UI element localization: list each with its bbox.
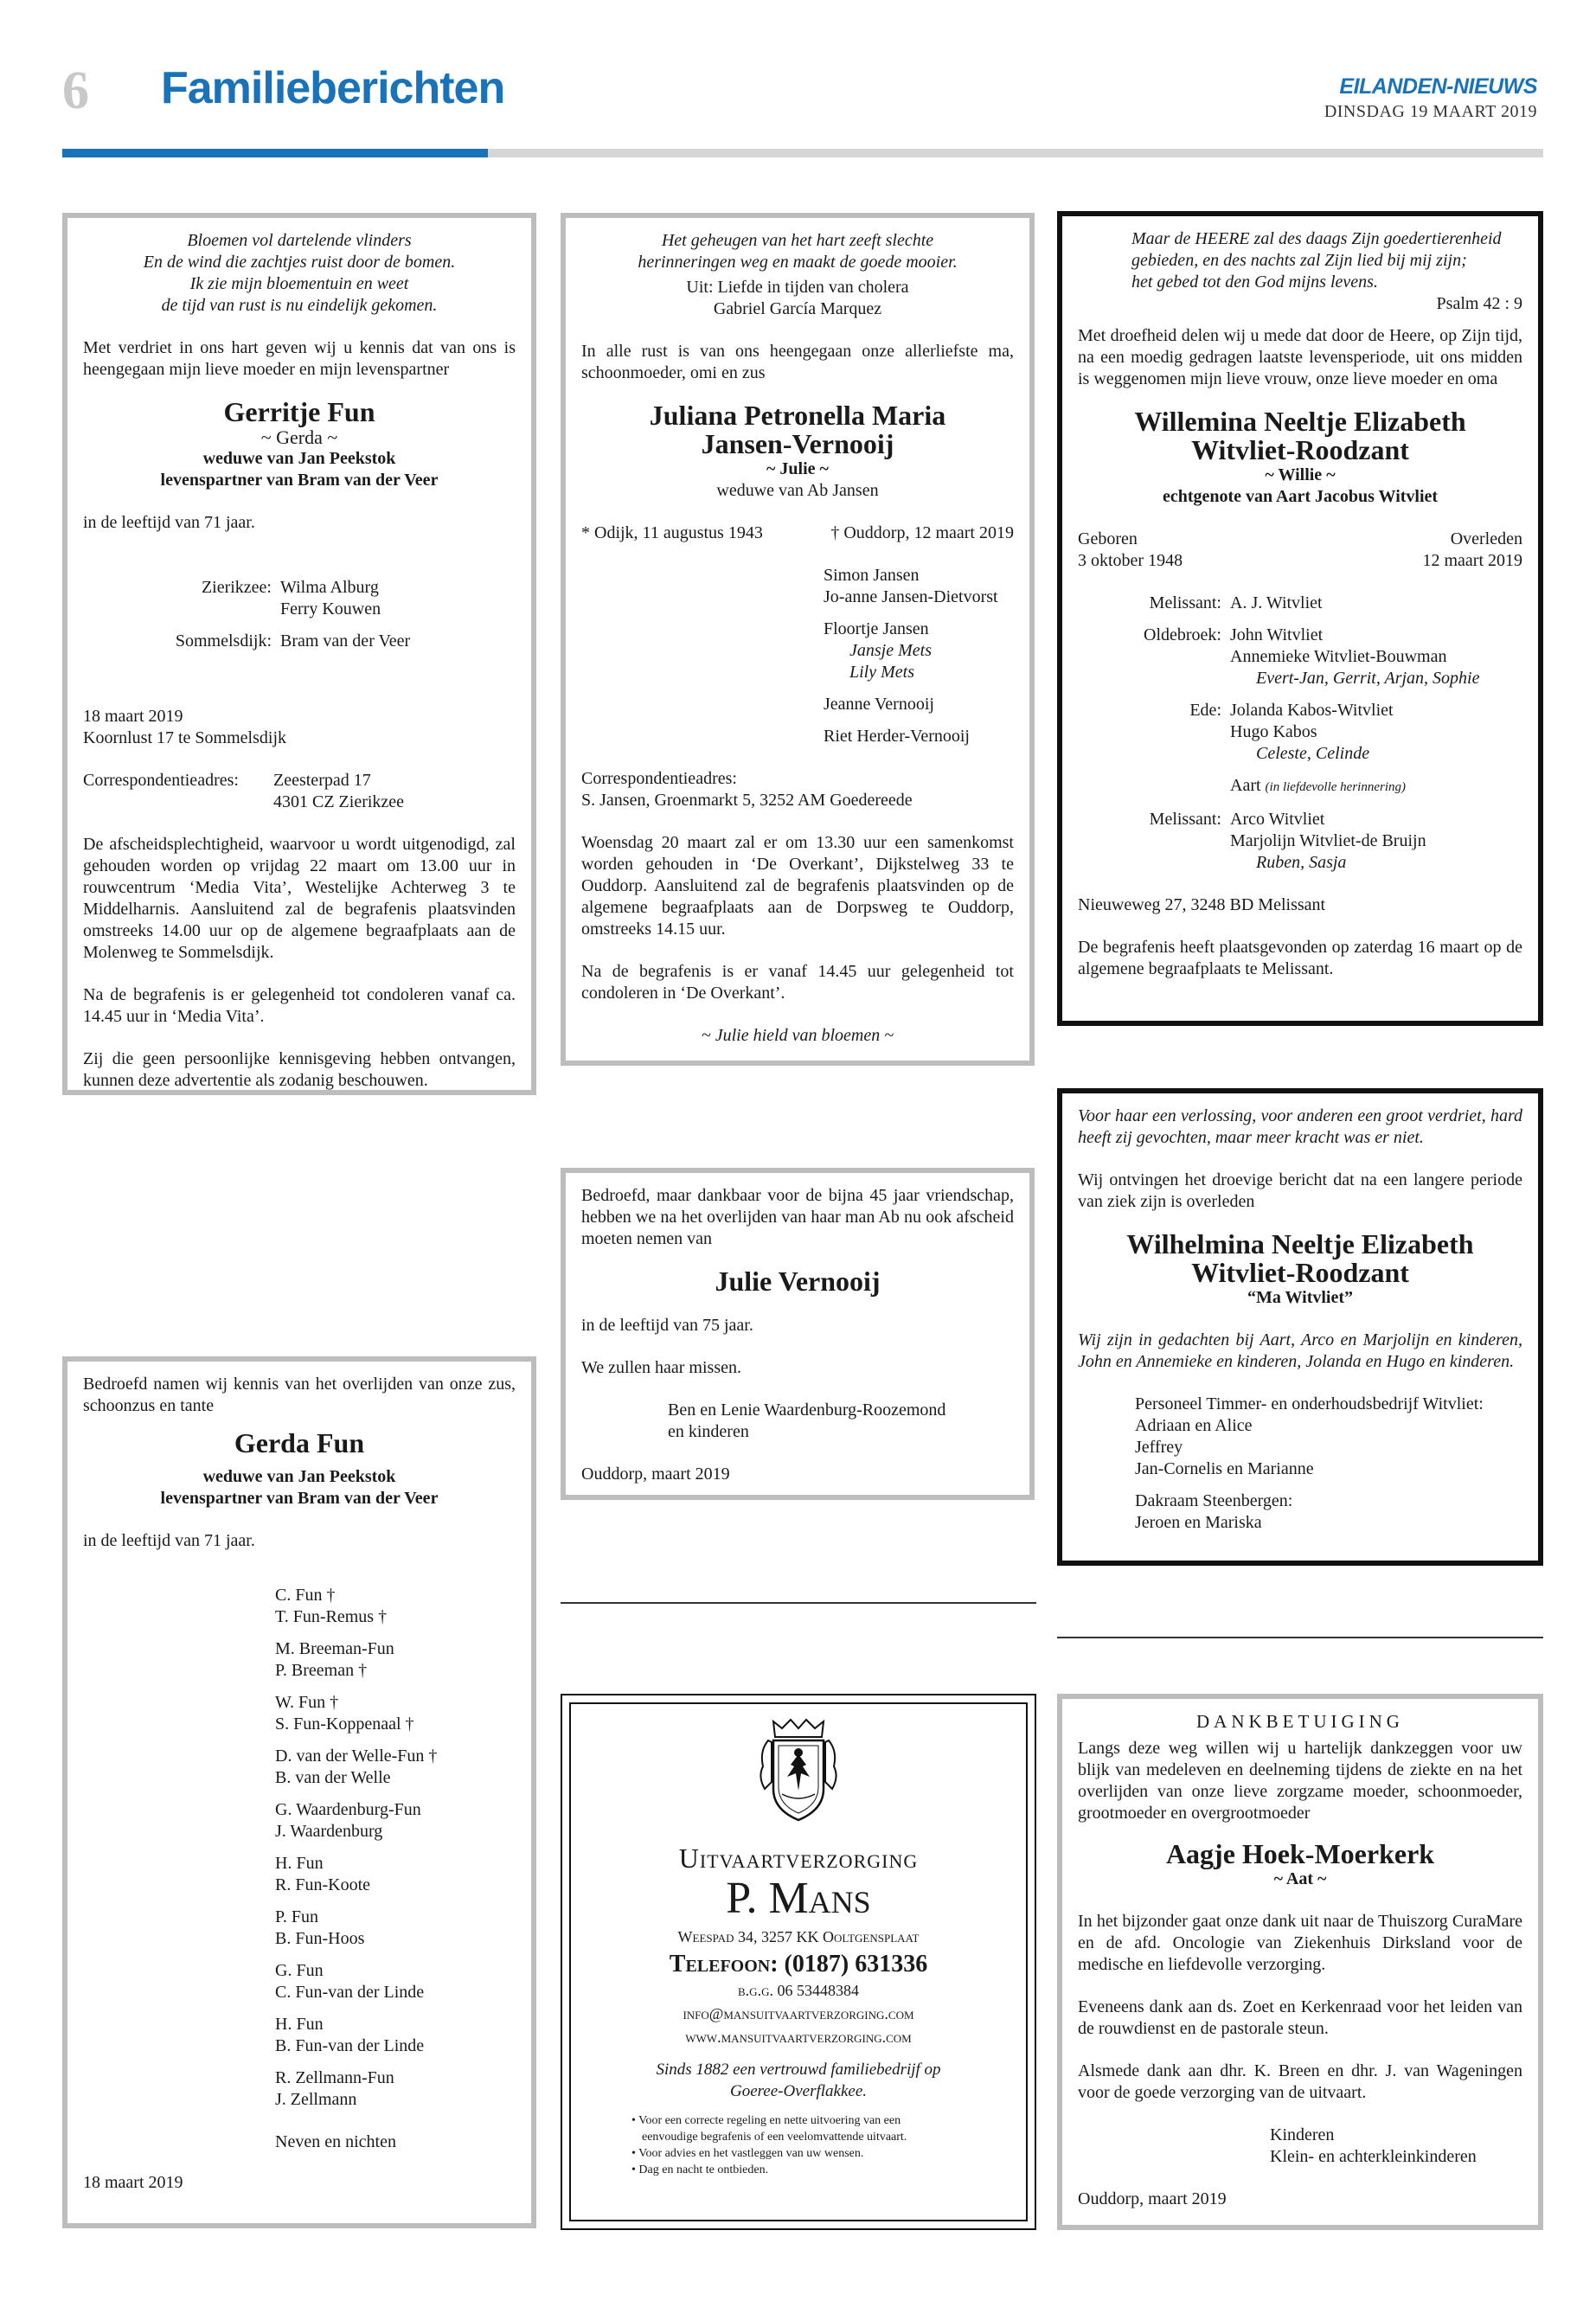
relation: levenspartner van Bram van der Veer (160, 471, 439, 490)
coat-of-arms-icon (756, 1716, 841, 1827)
condolence-text: Na de begrafenis is er gelegenheid tot condoleren vanaf ca. 14.45 uur in ‘Media Vita’. (83, 985, 516, 1026)
family-name: R. Fun-Koote (275, 1875, 370, 1894)
grandchildren: Ruben, Sasja (1256, 853, 1347, 872)
thanks-paragraph: In het bijzonder gaat onze dank uit naar de Thuiszorg CuraMare en de afd. Oncologie van Ziekenhuis Dirksland voor de medische en liefdevolle verzorging. (1078, 1912, 1522, 1974)
poem-line: En de wind die zachtjes ruist door de bomen. (143, 253, 456, 272)
signer: Personeel Timmer- en onderhoudsbedrijf Witvliet: (1135, 1394, 1484, 1413)
meeting-text: Woensdag 20 maart zal er om 13.30 uur een samenkomst worden gehouden in ‘De Overkant’, Dijkstelweg 33 te Ouddorp. Aansluitend zal de begrafenis plaatsvinden op de algemene begraafplaats aan de Dorpsweg te Ouddorp, omstreeks 14.15 uur. (581, 833, 1014, 939)
family-name: J. Zellmann (275, 2090, 357, 2109)
died-label: Overleden (1450, 529, 1522, 548)
family-couple (275, 1585, 516, 1628)
quote-line: het gebed tot den God mijns levens. (1131, 272, 1378, 292)
address: Koornlust 17 te Sommelsdijk (83, 728, 286, 747)
nickname: ~ Julie ~ (766, 459, 829, 478)
correspondence (83, 770, 516, 813)
miss-text: We zullen haar missen. (581, 1358, 741, 1377)
family-couple (275, 1960, 516, 2003)
signer: Adriaan en Alice (1135, 1416, 1253, 1435)
born: * Odijk, 11 augustus 1943 (581, 523, 763, 542)
family-name: M. Breeman-Fun (275, 1639, 394, 1658)
family-group (1078, 700, 1522, 765)
column-divider (561, 1602, 1036, 1604)
scripture-ref: Psalm 42 : 9 (1436, 294, 1522, 313)
signer: Ben en Lenie Waardenburg-Roozemond (668, 1400, 946, 1420)
bullet-item: • Dag en nacht te ontbieden. (631, 2163, 769, 2176)
intro-text: Bedroefd namen wij kennis van het overlijden van onze zus, schoonzus en tante (83, 1375, 516, 1415)
column-divider (1057, 1637, 1543, 1638)
intro-text: Langs deze weg willen wij u hartelijk dankzeggen voor uw blijk van medeleven en deelneming tijdens de ziekte en na het overlijden van onze lieve zorgzame moeder, schoonmoeder, grootmoeder en overgrootmoeder (1078, 1739, 1522, 1823)
slogan (571, 2059, 1026, 2102)
grandchild-name: Lily Mets (849, 663, 914, 682)
slogan-line: Goeree-Overflakkee. (729, 2082, 868, 2100)
relation: weduwe van Ab Jansen (716, 481, 879, 500)
born-label: Geboren (1078, 529, 1138, 548)
deceased-name: Aagje Hoek-Moerkerk (1165, 1838, 1435, 1869)
family-name: Jolanda Kabos-Witvliet (1230, 701, 1394, 720)
quote-line: Maar de HEERE zal des daags Zijn goedertierenheid (1131, 229, 1502, 248)
family-name: A. J. Witvliet (1230, 593, 1323, 612)
born-date: 3 oktober 1948 (1078, 551, 1183, 570)
family-name: Floortje Jansen (824, 619, 929, 638)
family-name: John Witvliet (1230, 625, 1324, 644)
company-name: P. Mans (726, 1874, 871, 1923)
deceased-name: Willemina Neeltje Elizabeth (1134, 406, 1466, 437)
source-line: Gabriel García Marquez (713, 299, 882, 318)
relation: echtgenote van Aart Jacobus Witvliet (1162, 487, 1439, 506)
corr-label: Correspondentieadres: (83, 771, 239, 790)
signer: Jeroen en Mariska (1135, 1513, 1262, 1532)
closing-text: Zij die geen persoonlijke kennisgeving hebben ontvangen, kunnen deze advertentie als zodanig beschouwen. (83, 1049, 516, 1090)
family-name: Ferry Kouwen (280, 599, 381, 619)
dates-labels (1078, 529, 1522, 550)
family-name: C. Fun-van der Linde (275, 1983, 425, 2002)
family-name: S. Fun-Koppenaal † (275, 1714, 516, 1735)
family-name: H. Fun (275, 1854, 324, 1873)
signers (1270, 2125, 1522, 2168)
header-rule-accent (62, 149, 488, 157)
bullet-text: Voor advies en het vastleggen van uw wensen. (638, 2147, 864, 2160)
birth-death (581, 522, 1014, 544)
family-group (1078, 593, 1522, 614)
poem-line: Bloemen vol dartelende vlinders (187, 231, 412, 250)
company-email: info@mansuitvaartverzorging.com (683, 2005, 914, 2022)
bullet-text: Voor een correcte regeling en nette uitvoering van een (638, 2114, 901, 2127)
company-alt-phone: b.g.g. 06 53448384 (738, 1982, 859, 1999)
signer: Jan-Cornelis en Marianne (1135, 1459, 1314, 1478)
obituary-wilhelmina-witvliet-roodzant (1057, 1088, 1543, 1566)
corr-address: S. Jansen, Groenmarkt 5, 3252 AM Goedereede (581, 791, 913, 810)
obituary-gerritje-fun (62, 213, 536, 1095)
family-couple (275, 2067, 516, 2111)
family-list (824, 565, 1014, 747)
family-list (275, 1585, 516, 2111)
deceased-name: Witvliet-Roodzant (1191, 434, 1409, 465)
thanks-paragraph: Alsmede dank aan dhr. K. Breen en dhr. J. van Wageningen voor de goede verzorging van de uitvaart. (1078, 2061, 1522, 2102)
relation: weduwe van Jan Peekstok (202, 1467, 396, 1486)
corr-line: 4301 CZ Zierikzee (273, 792, 405, 811)
family-name: R. Zellmann-Fun (275, 2068, 394, 2087)
family-name: H. Fun (275, 2015, 324, 2034)
family-name: Wilma Alburg (280, 578, 379, 597)
company-phone: Telefoon: (0187) 631336 (669, 1951, 928, 1977)
nickname: “Ma Witvliet” (1247, 1288, 1354, 1307)
thoughts-text: Wij zijn in gedachten bij Aart, Arco en Marjolijn en kinderen, John en Annemieke en kinderen, Jolanda en Hugo en kinderen. (1078, 1330, 1522, 1371)
quote-line: herinneringen weg en maakt de goede mooier. (638, 253, 958, 272)
nickname: ~ Aat ~ (1273, 1869, 1327, 1888)
family-name: C. Fun † (275, 1585, 516, 1606)
nephews: Neven en nichten (275, 2132, 396, 2151)
family-name: W. Fun † (275, 1692, 516, 1714)
bullet-item: • Voor advies en het vastleggen van uw wensen. (631, 2147, 864, 2160)
funeral-director-ad (561, 1694, 1036, 2230)
corr-line: Zeesterpad 17 (273, 771, 371, 790)
age-text: in de leeftijd van 75 jaar. (581, 1316, 753, 1335)
family-name: Jo-anne Jansen-Dietvorst (824, 587, 998, 606)
memorial-note: (in liefdevolle herinnering) (1265, 780, 1406, 794)
bullet-text: Dag en nacht te ontbieden. (638, 2163, 769, 2176)
ad-heading: Uitvaartverzorging (678, 1843, 919, 1874)
intro-text: Bedroefd, maar dankbaar voor de bijna 45 jaar vriendschap, hebben we na het overlijden van haar man Ab nu ook afscheid moeten nemen van (581, 1186, 1014, 1248)
family-couple (275, 1853, 516, 1896)
family-name: B. Fun-Hoos (275, 1929, 365, 1948)
ad-frame (569, 1702, 1028, 2221)
place-label: Melissant: (1149, 810, 1221, 829)
dates-values (1078, 550, 1522, 572)
grandchildren: Evert-Jan, Gerrit, Arjan, Sophie (1256, 669, 1480, 688)
source-line: Uit: Liefde in tijden van cholera (686, 278, 909, 297)
family-name: G. Waardenburg-Fun (275, 1800, 421, 1819)
place-label: Melissant: (1149, 593, 1221, 612)
company-website: www.mansuitvaartverzorging.com (685, 2029, 912, 2046)
family-couple (275, 2014, 516, 2057)
deceased-name: Juliana Petronella Maria (649, 400, 946, 431)
grandchild-name: Jansje Mets (849, 641, 932, 660)
funeral-text: De afscheidsplechtigheid, waarvoor u wordt uitgenodigd, zal gehouden worden op vrijdag 22 maart om 13.00 uur in rouwcentrum ‘Media Vita’, Westelijke Achterweg 3 te Middelharnis. Aansluitend zal de begrafenis plaatsvinden omstreeks 14.00 uur op de algemene begraafplaats aan de Molenweg te Sommelsdijk. (83, 835, 516, 962)
quote-source (581, 277, 1014, 320)
signer: Jeffrey (1135, 1438, 1183, 1457)
slogan-line: Sinds 1882 een vertrouwd familiebedrijf op (656, 2061, 941, 2079)
date: 18 maart 2019 (83, 707, 183, 726)
obituary-gerda-fun (62, 1356, 536, 2228)
relation: weduwe van Jan Peekstok (202, 449, 396, 468)
family-name: Aart (1230, 776, 1261, 795)
family-name: Annemieke Witvliet-Bouwman (1230, 647, 1447, 666)
family-name: T. Fun-Remus † (275, 1606, 516, 1628)
page-number: 6 (62, 61, 89, 120)
family-name: Marjolijn Witvliet-de Bruijn (1230, 831, 1426, 850)
deceased-name: Wilhelmina Neeltje Elizabeth (1126, 1228, 1474, 1259)
thanks-paragraph: Eveneens dank aan ds. Zoet en Kerkenraad voor het leiden van de rouwdienst en de pastorale steun. (1078, 1997, 1522, 2038)
deceased-name: Jansen-Vernooij (701, 428, 894, 459)
place-label: Sommelsdijk: (175, 631, 272, 651)
quote-line: gebieden, en des nachts zal Zijn lied bij mij zijn; (1131, 251, 1467, 270)
date: 18 maart 2019 (83, 2173, 183, 2192)
poem-line: de tijd van rust is nu eindelijk gekomen. (161, 296, 438, 315)
thank-you-notice (1057, 1694, 1543, 2230)
bullet-item: • Voor een correcte regeling en nette uitvoering van een (631, 2114, 901, 2127)
poem-line: Ik zie mijn bloementuin en weet (189, 274, 409, 293)
intro-text: Wij ontvingen het droevige bericht dat na een langere periode van ziek zijn is overleden (1078, 1170, 1522, 1211)
family-name: D. van der Welle-Fun † (275, 1746, 516, 1767)
nickname: ~ Gerda ~ (260, 426, 338, 448)
family-name: Jeanne Vernooij (824, 695, 934, 714)
family-name: B. Fun-van der Linde (275, 2036, 425, 2055)
section-title: Familieberichten (161, 63, 505, 113)
closing-text: ~ Julie hield van bloemen ~ (701, 1026, 894, 1045)
deceased-name: Gerritje Fun (223, 396, 375, 427)
family-name: Riet Herder-Vernooij (824, 727, 970, 746)
family-name: B. van der Welle (275, 1768, 391, 1787)
family-group (83, 577, 516, 620)
died-date: 12 maart 2019 (1422, 551, 1522, 570)
place-date: Ouddorp, maart 2019 (581, 1465, 730, 1484)
family-group (83, 631, 516, 652)
age-text: in de leeftijd van 71 jaar. (83, 1531, 255, 1550)
family-name: G. Fun (275, 1961, 324, 1980)
signer: Klein- en achterkleinkinderen (1270, 2147, 1477, 2166)
family-name: P. Fun (275, 1907, 319, 1926)
age-text: in de leeftijd van 71 jaar. (83, 513, 255, 532)
signer: Kinderen (1270, 2125, 1335, 2144)
intro-text: Met droefheid delen wij u mede dat door de Heere, op Zijn tijd, na een moedig gedragen laatste levensperiode, uit ons midden is weggenomen mijn lieve vrouw, onze lieve moeder en oma (1078, 326, 1522, 388)
died: † Ouddorp, 12 maart 2019 (830, 523, 1014, 542)
address: Nieuweweg 27, 3248 BD Melissant (1078, 895, 1326, 914)
family-name: J. Waardenburg (275, 1822, 383, 1841)
family-couple (275, 1638, 516, 1682)
family-couple (275, 1907, 516, 1950)
place-label: Zierikzee: (201, 578, 272, 597)
family-name: Simon Jansen (824, 566, 920, 585)
corr-label: Correspondentieadres: (581, 769, 737, 788)
family-couple (275, 1799, 516, 1843)
memorial-line (1230, 775, 1522, 798)
deceased-name: Gerda Fun (234, 1427, 365, 1458)
obituary-julie-vernooij (561, 1168, 1035, 1500)
place-label: Ede: (1189, 701, 1221, 720)
family-name: P. Breeman † (275, 1660, 516, 1682)
signer: en kinderen (668, 1422, 749, 1441)
nickname: ~ Willie ~ (1265, 465, 1336, 484)
grandchildren: Celeste, Celinde (1256, 744, 1370, 763)
deceased-name: Witvliet-Roodzant (1191, 1257, 1409, 1288)
poem (83, 230, 516, 317)
signers (668, 1400, 1014, 1443)
signers (1135, 1394, 1522, 1534)
obituary-juliana-jansen-vernooij (561, 213, 1035, 1066)
family-couple (275, 1746, 516, 1789)
newspaper-logo: EILANDEN-NIEUWS (1339, 74, 1537, 99)
place-label: Oldebroek: (1144, 625, 1221, 644)
intro-text: Met verdriet in ons hart geven wij u kennis dat van ons is heengegaan mijn lieve moeder en mijn levenspartner (83, 338, 516, 379)
place-date: Ouddorp, maart 2019 (1078, 2189, 1227, 2208)
bullet-text: eenvoudige begrafenis of een veelomvattende uitvaart. (642, 2131, 907, 2144)
obituary-willemina-witvliet-roodzant (1057, 211, 1543, 1026)
service-bullets (631, 2112, 1026, 2178)
family-couple (275, 1692, 516, 1735)
scripture-quote (1078, 228, 1522, 293)
quote (581, 230, 1014, 273)
family-group (1078, 809, 1522, 874)
family-name: Arco Witvliet (1230, 810, 1325, 829)
quote: Voor haar een verlossing, voor anderen een groot verdriet, hard heeft zij gevochten, maar meer kracht was er niet. (1078, 1106, 1522, 1147)
deceased-name: Julie Vernooij (715, 1266, 881, 1297)
condolence-text: Na de begrafenis is er vanaf 14.45 uur gelegenheid tot condoleren in ‘De Overkant’. (581, 962, 1014, 1003)
signer: Dakraam Steenbergen: (1135, 1491, 1293, 1510)
family-group (1078, 625, 1522, 689)
issue-date: DINSDAG 19 MAART 2019 (1324, 102, 1537, 121)
closing-text: De begrafenis heeft plaatsgevonden op zaterdag 16 maart op de algemene begraafplaats te Melissant. (1078, 938, 1522, 978)
quote-line: Het geheugen van het hart zeeft slechte (661, 231, 934, 250)
intro-text: In alle rust is van ons heengegaan onze allerliefste ma, schoonmoeder, omi en zus (581, 342, 1014, 382)
family-name: Hugo Kabos (1230, 722, 1317, 741)
family-name: Bram van der Veer (280, 631, 411, 651)
relation: levenspartner van Bram van der Veer (160, 1489, 439, 1508)
notice-heading: DANKBETUIGING (1196, 1711, 1404, 1732)
company-address: Weespad 34, 3257 KK Ooltgensplaat (677, 1928, 920, 1945)
